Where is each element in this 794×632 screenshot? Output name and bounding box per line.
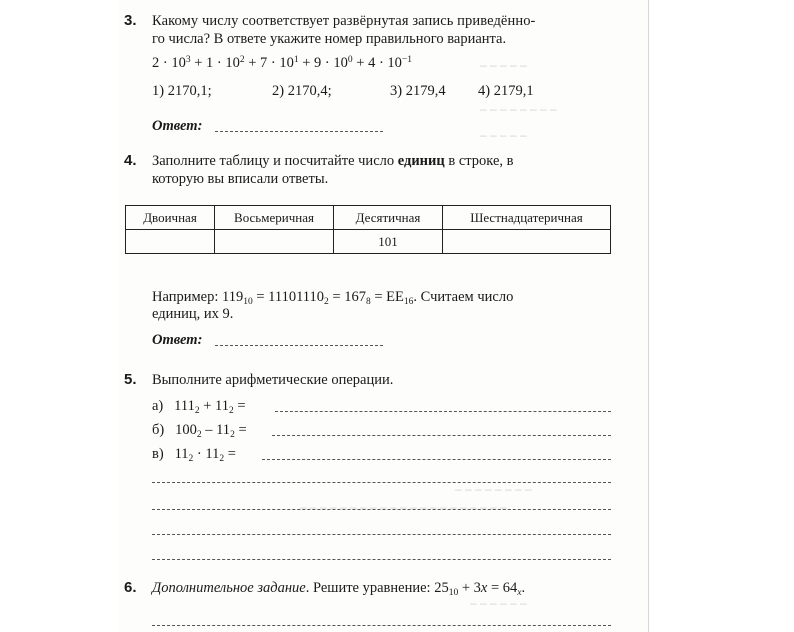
task-4-example: Например: $119_{10} = 11101110_2 = 167_8 = EE_{16}$. Считаем число (152, 289, 514, 307)
operation-b-answer[interactable] (272, 435, 611, 436)
cell-octal[interactable] (215, 230, 334, 254)
bleed-through-text: – – – – – – (470, 596, 527, 610)
option-2[interactable]: 2) 2170,4; (272, 83, 332, 99)
cell-hex[interactable] (443, 230, 611, 254)
bleed-through-text: – – – – – (480, 58, 527, 72)
bleed-through-text: – – – – – – – – – – – – – – – – – – – – – (300, 500, 507, 514)
cell-decimal: 101 (334, 230, 443, 254)
task-3-text: го числа? В ответе укажите номер правильного варианта. (152, 31, 507, 47)
task-3-answer-field[interactable] (215, 131, 383, 132)
task-5-number: 5. (124, 371, 137, 388)
task-3-text: Какому числу соответствует развёрнутая запись приведённо- (152, 13, 536, 29)
header-octal: Восьмеричная (215, 206, 334, 230)
work-line[interactable] (152, 482, 611, 483)
header-binary: Двоичная (126, 206, 215, 230)
option-1[interactable]: 1) 2170,1; (152, 83, 212, 99)
task-3-answer-label: Ответ: (152, 118, 203, 134)
work-line[interactable] (152, 509, 611, 510)
header-decimal: Десятичная (334, 206, 443, 230)
task-6-number: 6. (124, 579, 137, 596)
option-4[interactable]: 4) 2179,1 (478, 83, 534, 99)
operation-c: в) $11_2 \cdot 11_2$ = (152, 446, 236, 464)
table-header-row (126, 206, 611, 230)
option-3[interactable]: 3) 2179,4 (390, 83, 446, 99)
bleed-through-text: – – – – – – – – (455, 482, 532, 496)
task-3-number: 3. (124, 12, 137, 29)
conversion-table (125, 205, 611, 254)
task-5-text: Выполните арифметические операции. (152, 372, 394, 388)
cell-binary[interactable] (126, 230, 215, 254)
header-hex: Шестнадцатеричная (443, 206, 611, 230)
task-4-example: единиц, их 9. (152, 306, 234, 322)
task-4-text: Заполните таблицу и посчитайте число единиц в строке, в (152, 153, 514, 169)
operation-b: б) $100_2 - 11_2$ = (152, 422, 247, 440)
work-line[interactable] (152, 559, 611, 560)
task-4-text: которую вы вписали ответы. (152, 171, 329, 187)
operation-a: а) $111_2 + 11_2$ = (152, 398, 246, 416)
task-6-answer-line[interactable] (152, 625, 611, 626)
operation-c-answer[interactable] (262, 459, 611, 460)
bleed-through-text: – – – – – – – – (480, 102, 557, 116)
task-6-text: Дополнительное задание. Решите уравнение: $25_{10} + 3x = 64_x$. (152, 580, 526, 598)
bleed-through-text: – – – – – (480, 128, 527, 142)
task-3-expression: $2 \cdot 10^3 + 1 \cdot 10^2 + 7 \cdot 10^1 + 9 \cdot 10^0 + 4 \cdot 10^{-1}$ (152, 55, 413, 71)
task-4-answer-label: Ответ: (152, 332, 203, 348)
table-row (126, 230, 611, 254)
work-line[interactable] (152, 534, 611, 535)
task-4-number: 4. (124, 152, 137, 169)
task-4-answer-field[interactable] (215, 345, 383, 346)
operation-a-answer[interactable] (275, 411, 611, 412)
